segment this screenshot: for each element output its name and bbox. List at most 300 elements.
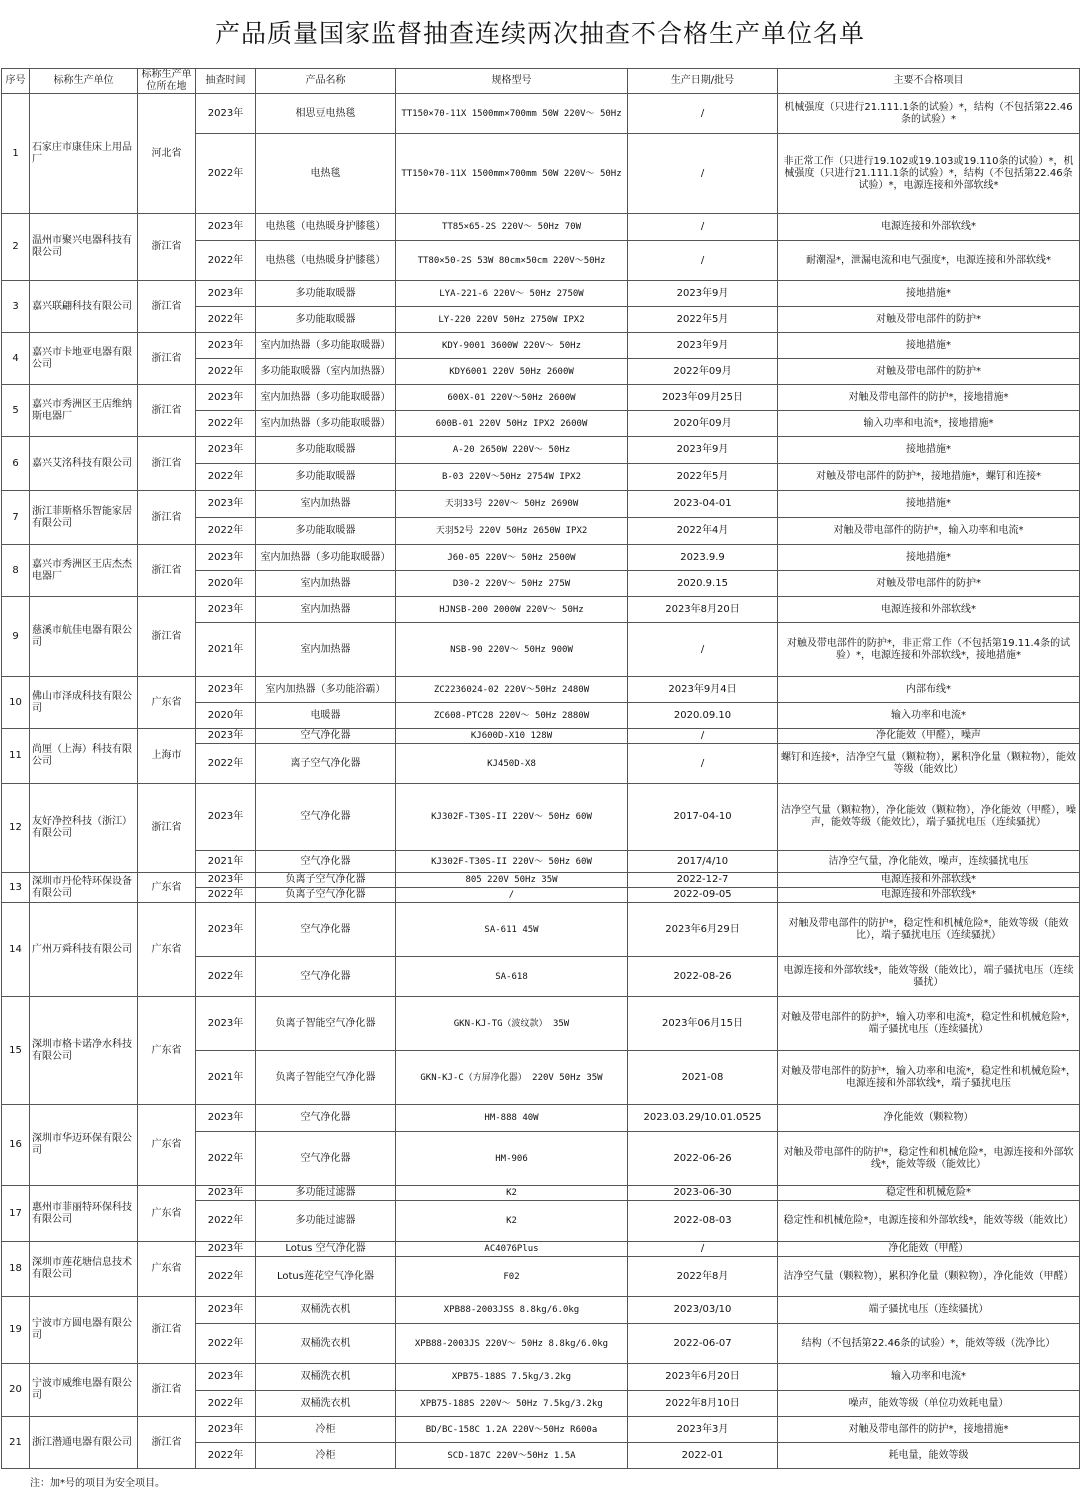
cell-spec: 600X-01 220V～50Hz 2600W: [396, 385, 628, 411]
cell-date: 2023/03/10: [628, 1297, 778, 1324]
cell-spec: TT85×65-2S 220V～ 50Hz 70W: [396, 214, 628, 241]
cell-product: 空气净化器: [256, 729, 396, 744]
cell-spec: KJ450D-X8: [396, 744, 628, 784]
cell-product: 双桶洗衣机: [256, 1297, 396, 1324]
cell-spec: 600B-01 220V 50Hz IPX2 2600W: [396, 411, 628, 437]
cell-year: 2023年: [196, 1242, 256, 1257]
cell-year: 2023年: [196, 1417, 256, 1443]
cell-year: 2022年: [196, 1324, 256, 1364]
table-row: [2, 1417, 1080, 1443]
cell-unit: 尚厘（上海）科技有限公司: [30, 729, 138, 784]
col-header-unit: 标称生产单位: [30, 69, 138, 94]
cell-no: 21: [2, 1417, 30, 1469]
cell-failed-items: 净化能效（甲醛）: [778, 1242, 1080, 1257]
cell-location: 浙江省: [138, 1364, 196, 1417]
cell-spec: HJNSB-200 2000W 220V～ 50Hz: [396, 597, 628, 623]
col-header-product: 产品名称: [256, 69, 396, 94]
cell-spec: ZC608-PTC28 220V～ 50Hz 2880W: [396, 703, 628, 729]
cell-unit: 嘉兴市秀洲区王店维纳斯电器厂: [30, 385, 138, 437]
cell-date: 2023年3月: [628, 1417, 778, 1443]
cell-date: 2022-01: [628, 1443, 778, 1469]
cell-unit: 宁波市方圆电器有限公司: [30, 1297, 138, 1364]
cell-year: 2020年: [196, 571, 256, 597]
cell-date: 2022-08-03: [628, 1201, 778, 1242]
cell-year: 2022年: [196, 1391, 256, 1417]
cell-year: 2023年: [196, 1186, 256, 1201]
cell-failed-items: 对触及带电部件的防护*，稳定性和机械危险*，电源连接和外部软线*，能效等级（能效比）: [778, 1132, 1080, 1186]
cell-date: 2022年5月: [628, 464, 778, 491]
cell-product: 多功能过滤器: [256, 1201, 396, 1242]
cell-unit: 慈溪市航佳电器有限公司: [30, 597, 138, 677]
cell-spec: NSB-90 220V～ 50Hz 900W: [396, 623, 628, 677]
cell-product: 室内加热器: [256, 491, 396, 518]
cell-product: 负离子智能空气净化器: [256, 997, 396, 1051]
cell-location: 浙江省: [138, 1297, 196, 1364]
cell-product: Lotus莲花空气净化器: [256, 1257, 396, 1297]
cell-year: 2023年: [196, 94, 256, 134]
cell-date: /: [628, 729, 778, 744]
cell-product: 空气净化器: [256, 1105, 396, 1132]
cell-unit: 浙江菲斯格乐智能家居有限公司: [30, 491, 138, 545]
cell-failed-items: 噪声，能效等级（单位功效耗电量）: [778, 1391, 1080, 1417]
cell-no: 13: [2, 873, 30, 903]
cell-spec: GKN-KJ-TG（波纹款） 35W: [396, 997, 628, 1051]
cell-no: 5: [2, 385, 30, 437]
cell-no: 17: [2, 1186, 30, 1242]
cell-unit: 浙江潜通电器有限公司: [30, 1417, 138, 1469]
cell-product: 冷柜: [256, 1417, 396, 1443]
cell-failed-items: 对触及带电部件的防护*，稳定性和机械危险*，能效等级（能效比），端子骚扰电压（连续骚扰）: [778, 903, 1080, 957]
cell-spec: LYA-221-6 220V～ 50Hz 2750W: [396, 281, 628, 307]
cell-location: 浙江省: [138, 545, 196, 597]
cell-product: 冷柜: [256, 1443, 396, 1469]
cell-spec: HM-906: [396, 1132, 628, 1186]
cell-failed-items: 对触及带电部件的防护*: [778, 307, 1080, 333]
cell-year: 2022年: [196, 241, 256, 281]
cell-failed-items: 耐潮湿*，泄漏电流和电气强度*，电源连接和外部软线*: [778, 241, 1080, 281]
cell-unit: 深圳市莲花塘信息技术有限公司: [30, 1242, 138, 1297]
cell-date: /: [628, 134, 778, 214]
cell-date: 2022年5月: [628, 307, 778, 333]
cell-spec: XPB75-188S 7.5kg/3.2kg: [396, 1364, 628, 1391]
table-row: [2, 873, 1080, 888]
cell-failed-items: 输入功率和电流*，接地措施*: [778, 411, 1080, 437]
cell-spec: SA-618: [396, 957, 628, 997]
col-header-failed-items: 主要不合格项目: [778, 69, 1080, 94]
cell-failed-items: 电源连接和外部软线*，能效等级（能效比），端子骚扰电压（连续骚扰）: [778, 957, 1080, 997]
cell-spec: 天羽33号 220V～ 50Hz 2690W: [396, 491, 628, 518]
cell-year: 2023年: [196, 437, 256, 464]
cell-no: 8: [2, 545, 30, 597]
cell-failed-items: 结构（不包括第22.46条的试验）*，能效等级（洗净比）: [778, 1324, 1080, 1364]
cell-location: 浙江省: [138, 281, 196, 333]
cell-date: 2022年8月10日: [628, 1391, 778, 1417]
cell-product: 多功能取暖器: [256, 518, 396, 545]
table-row: [2, 437, 1080, 464]
cell-product: 多功能过滤器: [256, 1186, 396, 1201]
page-title: 产品质量国家监督抽查连续两次抽查不合格生产单位名单: [214, 19, 865, 48]
cell-location: 浙江省: [138, 437, 196, 491]
cell-product: 空气净化器: [256, 957, 396, 997]
cell-failed-items: 输入功率和电流*: [778, 703, 1080, 729]
table-row: [2, 1364, 1080, 1391]
cell-no: 1: [2, 94, 30, 214]
cell-location: 浙江省: [138, 385, 196, 437]
cell-no: 14: [2, 903, 30, 997]
cell-failed-items: 电源连接和外部软线*: [778, 214, 1080, 241]
table-header-row: [2, 69, 1080, 94]
cell-location: 上海市: [138, 729, 196, 784]
cell-date: 2023年6月29日: [628, 903, 778, 957]
cell-failed-items: 对触及带电部件的防护*，输入功率和电流*，稳定性和机械危险*，端子骚扰电压（连续骚扰）: [778, 997, 1080, 1051]
cell-no: 2: [2, 214, 30, 281]
cell-product: 双桶洗衣机: [256, 1391, 396, 1417]
cell-spec: KJ302F-T30S-II 220V～ 50Hz 60W: [396, 784, 628, 851]
cell-location: 广东省: [138, 677, 196, 729]
cell-failed-items: 洁净空气量（颗粒物），累积净化量（颗粒物），净化能效（甲醛）: [778, 1257, 1080, 1297]
cell-product: 室内加热器（多功能取暖器）: [256, 411, 396, 437]
cell-year: 2023年: [196, 597, 256, 623]
cell-product: 室内加热器: [256, 623, 396, 677]
cell-unit: 嘉兴联翩科技有限公司: [30, 281, 138, 333]
cell-unit: 嘉兴艾洺科技有限公司: [30, 437, 138, 491]
cell-date: 2022-12-7: [628, 873, 778, 888]
cell-date: 2022-06-26: [628, 1132, 778, 1186]
cell-spec: F02: [396, 1257, 628, 1297]
cell-year: 2022年: [196, 744, 256, 784]
cell-year: 2023年: [196, 545, 256, 571]
cell-date: 2020.9.15: [628, 571, 778, 597]
cell-date: 2023年8月20日: [628, 597, 778, 623]
table-row: [2, 903, 1080, 957]
cell-failed-items: 电源连接和外部软线*: [778, 873, 1080, 888]
cell-no: 7: [2, 491, 30, 545]
cell-spec: BD/BC-158C 1.2A 220V～50Hz R600a: [396, 1417, 628, 1443]
col-header-date: 生产日期/批号: [628, 69, 778, 94]
cell-date: 2023.9.9: [628, 545, 778, 571]
cell-product: 相思豆电热毯: [256, 94, 396, 134]
cell-product: Lotus 空气净化器: [256, 1242, 396, 1257]
cell-year: 2022年: [196, 1201, 256, 1242]
cell-date: 2022年09月: [628, 359, 778, 385]
cell-failed-items: 端子骚扰电压（连续骚扰）: [778, 1297, 1080, 1324]
cell-date: 2017/4/10: [628, 851, 778, 873]
cell-product: 多功能取暖器: [256, 281, 396, 307]
cell-date: 2022年8月: [628, 1257, 778, 1297]
cell-year: 2022年: [196, 1257, 256, 1297]
cell-location: 广东省: [138, 873, 196, 903]
col-header-no: 序号: [2, 69, 30, 94]
cell-failed-items: 对触及带电部件的防护*，接地措施*，螺钉和连接*: [778, 464, 1080, 491]
cell-location: 浙江省: [138, 333, 196, 385]
cell-date: 2022年4月: [628, 518, 778, 545]
cell-failed-items: 接地措施*: [778, 333, 1080, 359]
cell-location: 浙江省: [138, 1417, 196, 1469]
cell-spec: 天羽52号 220V 50Hz 2650W IPX2: [396, 518, 628, 545]
cell-product: 负离子空气净化器: [256, 873, 396, 888]
cell-year: 2023年: [196, 873, 256, 888]
cell-product: 电热毯: [256, 134, 396, 214]
cell-spec: XPB75-188S 220V～ 50Hz 7.5kg/3.2kg: [396, 1391, 628, 1417]
cell-product: 多功能取暖器: [256, 464, 396, 491]
cell-date: 2023年06月15日: [628, 997, 778, 1051]
cell-product: 空气净化器: [256, 903, 396, 957]
cell-unit: 温州市聚兴电器科技有限公司: [30, 214, 138, 281]
cell-year: 2022年: [196, 888, 256, 903]
cell-product: 室内加热器（多功能浴霸）: [256, 677, 396, 703]
cell-no: 12: [2, 784, 30, 873]
table-row: [2, 333, 1080, 359]
cell-year: 2023年: [196, 281, 256, 307]
cell-spec: K2: [396, 1201, 628, 1242]
cell-spec: HM-888 40W: [396, 1105, 628, 1132]
cell-spec: /: [396, 888, 628, 903]
cell-date: /: [628, 241, 778, 281]
cell-date: /: [628, 1242, 778, 1257]
cell-failed-items: 对触及带电部件的防护*，接地措施*: [778, 1417, 1080, 1443]
cell-product: 多功能取暖器（室内加热器）: [256, 359, 396, 385]
cell-year: 2023年: [196, 333, 256, 359]
cell-product: 离子空气净化器: [256, 744, 396, 784]
cell-failed-items: 非正常工作（只进行19.102或19.103或19.110条的试验）*，机械强度（只进行21.111.1条的试验）*，结构（不包括第22.46条试验）*，电源连接和外部软线*: [778, 134, 1080, 214]
cell-unit: 惠州市菲丽特环保科技有限公司: [30, 1186, 138, 1242]
cell-product: 双桶洗衣机: [256, 1364, 396, 1391]
cell-unit: 嘉兴市秀洲区王店杰杰电器厂: [30, 545, 138, 597]
cell-year: 2023年: [196, 997, 256, 1051]
cell-location: 广东省: [138, 1105, 196, 1186]
cell-year: 2023年: [196, 677, 256, 703]
cell-year: 2023年: [196, 214, 256, 241]
cell-location: 广东省: [138, 903, 196, 997]
cell-location: 广东省: [138, 1186, 196, 1242]
cell-spec: SCD-187C 220V～50Hz 1.5A: [396, 1443, 628, 1469]
cell-spec: J60-05 220V～ 50Hz 2500W: [396, 545, 628, 571]
table-row: [2, 545, 1080, 571]
cell-spec: TT150×70-11X 1500mm×700mm 50W 220V～ 50Hz: [396, 94, 628, 134]
cell-spec: A-20 2650W 220V～ 50Hz: [396, 437, 628, 464]
cell-product: 室内加热器（多功能取暖器）: [256, 333, 396, 359]
cell-no: 11: [2, 729, 30, 784]
cell-product: 电暖器: [256, 703, 396, 729]
cell-unit: 深圳市格卡诺净水科技有限公司: [30, 997, 138, 1105]
footnote: 注：加*号的项目为安全项目。: [30, 1478, 165, 1489]
col-header-year: 抽查时间: [196, 69, 256, 94]
cell-failed-items: 稳定性和机械危险*: [778, 1186, 1080, 1201]
table-row: [2, 1297, 1080, 1324]
cell-date: 2023年9月: [628, 333, 778, 359]
cell-date: /: [628, 214, 778, 241]
cell-failed-items: 接地措施*: [778, 545, 1080, 571]
cell-failed-items: 净化能效（甲醛），噪声: [778, 729, 1080, 744]
cell-no: 3: [2, 281, 30, 333]
cell-failed-items: 机械强度（只进行21.111.1条的试验）*，结构（不包括第22.46条的试验）*: [778, 94, 1080, 134]
table-row: [2, 784, 1080, 851]
cell-failed-items: 净化能效（颗粒物）: [778, 1105, 1080, 1132]
cell-spec: KDY-9001 3600W 220V～ 50Hz: [396, 333, 628, 359]
cell-failed-items: 对触及带电部件的防护*: [778, 359, 1080, 385]
cell-spec: B-03 220V～50Hz 2754W IPX2: [396, 464, 628, 491]
cell-failed-items: 对触及带电部件的防护*，输入功率和电流*: [778, 518, 1080, 545]
cell-spec: GKN-KJ-C（方屏净化器） 220V 50Hz 35W: [396, 1051, 628, 1105]
cell-product: 室内加热器（多功能取暖器）: [256, 545, 396, 571]
cell-date: /: [628, 744, 778, 784]
cell-year: 2021年: [196, 1051, 256, 1105]
cell-product: 空气净化器: [256, 784, 396, 851]
cell-failed-items: 对触及带电部件的防护*，接地措施*: [778, 385, 1080, 411]
cell-year: 2023年: [196, 385, 256, 411]
cell-spec: ZC2236024-02 220V～50Hz 2480W: [396, 677, 628, 703]
cell-year: 2023年: [196, 491, 256, 518]
cell-spec: LY-220 220V 50Hz 2750W IPX2: [396, 307, 628, 333]
table-row: [2, 677, 1080, 703]
cell-spec: D30-2 220V～ 50Hz 275W: [396, 571, 628, 597]
cell-spec: KDY6001 220V 50Hz 2600W: [396, 359, 628, 385]
cell-year: 2022年: [196, 518, 256, 545]
cell-location: 河北省: [138, 94, 196, 214]
cell-unit: 友好净控科技（浙江）有限公司: [30, 784, 138, 873]
cell-no: 15: [2, 997, 30, 1105]
cell-product: 多功能取暖器: [256, 307, 396, 333]
cell-year: 2022年: [196, 957, 256, 997]
unqualified-units-table: [1, 68, 1080, 1469]
cell-date: 2023-04-01: [628, 491, 778, 518]
cell-spec: SA-611 45W: [396, 903, 628, 957]
cell-date: 2023.03.29/10.01.0525: [628, 1105, 778, 1132]
cell-year: 2023年: [196, 1105, 256, 1132]
cell-failed-items: 输入功率和电流*: [778, 1364, 1080, 1391]
cell-date: 2023-06-30: [628, 1186, 778, 1201]
cell-unit: 石家庄市康佳床上用品厂: [30, 94, 138, 214]
cell-date: 2020年09月: [628, 411, 778, 437]
cell-spec: TT150×70-11X 1500mm×700mm 50W 220V～ 50Hz: [396, 134, 628, 214]
cell-year: 2022年: [196, 411, 256, 437]
cell-spec: XPB88-2003JS 220V～ 50Hz 8.8kg/6.0kg: [396, 1324, 628, 1364]
cell-failed-items: 对触及带电部件的防护*，输入功率和电流*，稳定性和机械危险*，电源连接和外部软线*，端子骚扰电压: [778, 1051, 1080, 1105]
cell-failed-items: 耗电量，能效等级: [778, 1443, 1080, 1469]
table-row: [2, 729, 1080, 744]
cell-location: 浙江省: [138, 597, 196, 677]
cell-product: 室内加热器（多功能取暖器）: [256, 385, 396, 411]
cell-no: 6: [2, 437, 30, 491]
cell-spec: AC4076Plus: [396, 1242, 628, 1257]
cell-unit: 佛山市泽成科技有限公司: [30, 677, 138, 729]
cell-spec: KJ600D-X10 128W: [396, 729, 628, 744]
cell-date: /: [628, 94, 778, 134]
cell-failed-items: 对触及带电部件的防护*，非正常工作（不包括第19.11.4条的试验）*，电源连接和外部软线*，接地措施*: [778, 623, 1080, 677]
cell-year: 2023年: [196, 903, 256, 957]
cell-location: 浙江省: [138, 491, 196, 545]
cell-failed-items: 内部布线*: [778, 677, 1080, 703]
cell-year: 2022年: [196, 134, 256, 214]
cell-no: 20: [2, 1364, 30, 1417]
cell-date: 2021-08: [628, 1051, 778, 1105]
cell-date: 2020.09.10: [628, 703, 778, 729]
cell-failed-items: 接地措施*: [778, 437, 1080, 464]
cell-spec: 805 220V 50Hz 35W: [396, 873, 628, 888]
cell-year: 2022年: [196, 307, 256, 333]
cell-year: 2021年: [196, 623, 256, 677]
table-row: [2, 1242, 1080, 1257]
cell-product: 室内加热器: [256, 597, 396, 623]
cell-no: 9: [2, 597, 30, 677]
cell-date: 2023年9月: [628, 437, 778, 464]
cell-failed-items: 接地措施*: [778, 281, 1080, 307]
cell-unit: 深圳市华迈环保有限公司: [30, 1105, 138, 1186]
col-header-location: 标称生产单位所在地: [138, 69, 196, 94]
cell-product: 负离子空气净化器: [256, 888, 396, 903]
table-row: [2, 281, 1080, 307]
cell-failed-items: 稳定性和机械危险*，电源连接和外部软线*，能效等级（能效比）: [778, 1201, 1080, 1242]
cell-location: 广东省: [138, 997, 196, 1105]
table-row: [2, 385, 1080, 411]
cell-date: 2023年9月4日: [628, 677, 778, 703]
cell-year: 2021年: [196, 851, 256, 873]
cell-date: 2023年09月25日: [628, 385, 778, 411]
cell-year: 2023年: [196, 1297, 256, 1324]
cell-product: 电热毯（电热暖身护膝毯）: [256, 241, 396, 281]
table-row: [2, 94, 1080, 134]
cell-unit: 广州万舜科技有限公司: [30, 903, 138, 997]
cell-spec: TT80×50-2S 53W 80cm×50cm 220V～50Hz: [396, 241, 628, 281]
cell-year: 2022年: [196, 359, 256, 385]
cell-date: 2022-08-26: [628, 957, 778, 997]
table-row: [2, 491, 1080, 518]
cell-failed-items: 洁净空气量，净化能效，噪声，连续骚扰电压: [778, 851, 1080, 873]
cell-unit: 宁波市威维电器有限公司: [30, 1364, 138, 1417]
cell-location: 浙江省: [138, 784, 196, 873]
cell-year: 2023年: [196, 784, 256, 851]
cell-failed-items: 对触及带电部件的防护*: [778, 571, 1080, 597]
cell-product: 室内加热器: [256, 571, 396, 597]
table-row: [2, 1186, 1080, 1201]
cell-location: 广东省: [138, 1242, 196, 1297]
cell-no: 16: [2, 1105, 30, 1186]
cell-date: /: [628, 623, 778, 677]
cell-product: 空气净化器: [256, 1132, 396, 1186]
cell-failed-items: 电源连接和外部软线*: [778, 597, 1080, 623]
cell-product: 电热毯（电热暖身护膝毯）: [256, 214, 396, 241]
cell-no: 19: [2, 1297, 30, 1364]
table-row: [2, 1105, 1080, 1132]
cell-spec: KJ302F-T30S-II 220V～ 50Hz 60W: [396, 851, 628, 873]
cell-date: 2023年9月: [628, 281, 778, 307]
cell-product: 双桶洗衣机: [256, 1324, 396, 1364]
cell-year: 2023年: [196, 1364, 256, 1391]
table-row: [2, 597, 1080, 623]
cell-product: 多功能取暖器: [256, 437, 396, 464]
cell-failed-items: 接地措施*: [778, 491, 1080, 518]
cell-year: 2022年: [196, 464, 256, 491]
cell-unit: 深圳市丹伦特环保设备有限公司: [30, 873, 138, 903]
cell-no: 4: [2, 333, 30, 385]
cell-spec: XPB88-2003JSS 8.8kg/6.0kg: [396, 1297, 628, 1324]
cell-failed-items: 洁净空气量（颗粒物），净化能效（颗粒物），净化能效（甲醛），噪声，能效等级（能效比），端子骚扰电压（连续骚扰）: [778, 784, 1080, 851]
table-row: [2, 997, 1080, 1051]
table-row: [2, 214, 1080, 241]
cell-no: 10: [2, 677, 30, 729]
cell-failed-items: 螺钉和连接*，洁净空气量（颗粒物），累积净化量（颗粒物），能效等级（能效比）: [778, 744, 1080, 784]
cell-year: 2020年: [196, 703, 256, 729]
cell-product: 空气净化器: [256, 851, 396, 873]
cell-date: 2022-06-07: [628, 1324, 778, 1364]
cell-failed-items: 电源连接和外部软线*: [778, 888, 1080, 903]
cell-location: 浙江省: [138, 214, 196, 281]
cell-spec: K2: [396, 1186, 628, 1201]
cell-year: 2022年: [196, 1443, 256, 1469]
cell-year: 2022年: [196, 1132, 256, 1186]
cell-no: 18: [2, 1242, 30, 1297]
cell-date: 2022-09-05: [628, 888, 778, 903]
